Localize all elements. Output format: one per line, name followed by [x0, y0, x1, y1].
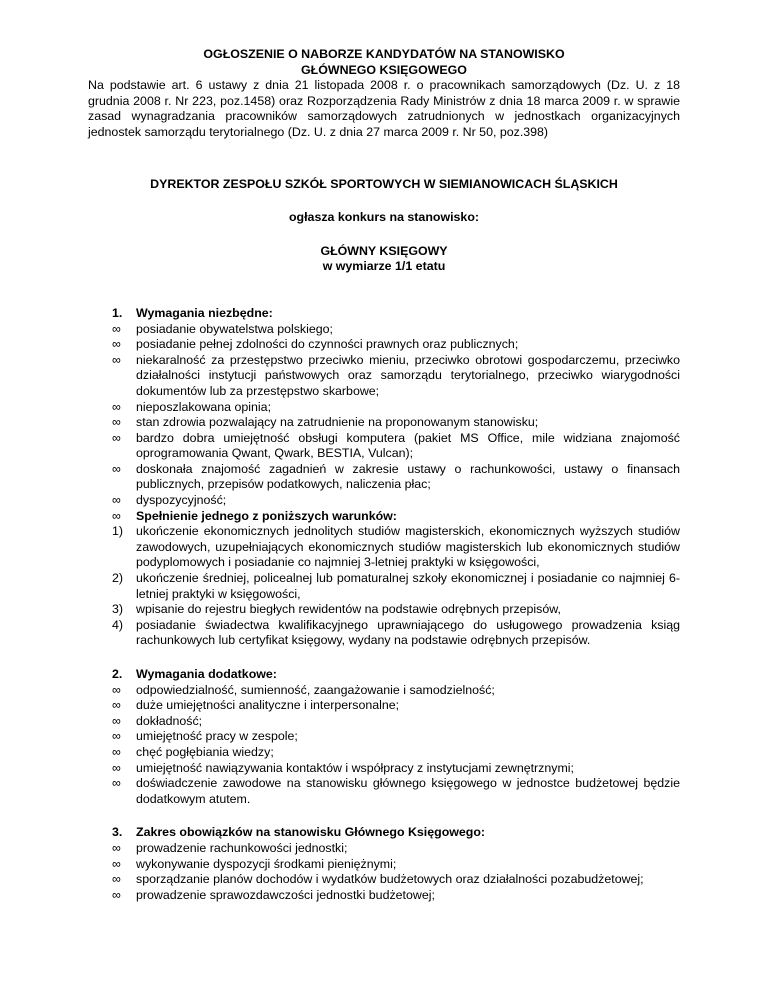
- list-item-text: nieposzlakowana opinia;: [136, 399, 272, 414]
- list-item: [88, 745, 680, 761]
- section-heading-row: [88, 306, 680, 322]
- list-item-text: doskonała znajomość zagadnień w zakresie ustawy o rachunkowości, ustawy o finansach publicznych, przepisów podatkowych, naliczenia płac;: [136, 461, 680, 492]
- bullet-infinity-icon: ∞: [112, 415, 121, 430]
- bullet-infinity-icon: ∞: [112, 430, 121, 445]
- announcement-line: ogłasza konkurs na stanowisko:: [288, 210, 480, 225]
- bullet-infinity-icon: ∞: [112, 776, 121, 791]
- position-scope: w wymiarze 1/1 etatu: [322, 259, 446, 274]
- section-heading-row: [88, 667, 680, 683]
- condition-number: 2): [112, 571, 124, 586]
- list-item: [88, 761, 680, 777]
- bullet-infinity-icon: ∞: [112, 856, 121, 871]
- title-line-1: OGŁOSZENIE O NABORZE KANDYDATÓW NA STANOWISKO: [203, 47, 565, 61]
- list-item: [88, 872, 680, 888]
- list-item: [88, 431, 680, 462]
- bullet-infinity-icon: ∞: [112, 682, 121, 697]
- section-duties: [88, 825, 680, 903]
- section-heading-row: [88, 825, 680, 841]
- list-item: [88, 776, 680, 807]
- list-item: [88, 857, 680, 873]
- condition-number: 3): [112, 602, 124, 617]
- section-number: 3.: [112, 825, 123, 840]
- list-item: [88, 415, 680, 431]
- section-additional-requirements: [88, 667, 680, 807]
- list-item: [88, 841, 680, 857]
- condition-text: posiadanie świadectwa kwalifikacyjnego uprawniającego do usługowego prowadzenia ksiąg rachunkowych lub certyfikat księgowy, wydany na podstawie odrębnych przepisów.: [136, 617, 680, 648]
- bullet-infinity-icon: ∞: [112, 399, 121, 414]
- list-item: [88, 353, 680, 400]
- list-item-text: dyspozycyjność;: [136, 493, 227, 508]
- bullet-infinity-icon: ∞: [112, 508, 121, 523]
- list-item-text: umiejętność nawiązywania kontaktów i współpracy z instytucjami zewnętrznymi;: [136, 760, 574, 775]
- bullet-infinity-icon: ∞: [112, 321, 121, 336]
- bullet-infinity-icon: ∞: [112, 713, 121, 728]
- list-item-text: niekaralność za przestępstwo przeciwko mieniu, przeciwko obrotowi gospodarczemu, przeciwko działalności instytucji państwowych oraz samorządu terytorialnego, przeciwko wiarygodności dokumentów lub za przestępstwo skarbowe;: [136, 352, 680, 398]
- bullet-infinity-icon: ∞: [112, 337, 121, 352]
- list-item-text: sporządzanie planów dochodów i wydatków budżetowych oraz działalności pozabudżetowej;: [136, 872, 644, 887]
- section-heading: Wymagania dodatkowe:: [136, 667, 277, 681]
- list-item-text: prowadzenie rachunkowości jednostki;: [136, 840, 348, 855]
- title-line-2: GŁÓWNEGO KSIĘGOWEGO: [301, 62, 467, 77]
- condition-number: 4): [112, 617, 124, 632]
- legal-basis-paragraph: Na podstawie art. 6 ustawy z dnia 21 listopada 2008 r. o pracownikach samorządowych (Dz. U. z 18 grudnia 2008 r. Nr 223, poz.1458) oraz Rozporządzenia Rady Ministrów z dnia 18 marca 2009 r. w sprawie zasad wynagradzania pracowników samorządowych zatrudnionych w jednostkach organizacyjnych jednostek samorządu terytorialnego (Dz. U. z dnia 27 marca 2009 r. Nr 50, poz.398): [88, 78, 680, 139]
- bullet-infinity-icon: ∞: [112, 887, 121, 902]
- bullet-infinity-icon: ∞: [112, 872, 121, 887]
- list-item: [88, 714, 680, 730]
- list-item-text: bardzo dobra umiejętność obsługi komputera (pakiet MS Office, mile widziana znajomość oprogramowania Qwant, Qwark, BESTIA, Vulcan);: [136, 430, 680, 461]
- list-item: [88, 322, 680, 338]
- bullet-infinity-icon: ∞: [112, 352, 121, 367]
- list-item: [88, 729, 680, 745]
- section-number: 1.: [112, 305, 123, 320]
- list-item-text: chęć pogłębiania wiedzy;: [136, 744, 274, 759]
- condition-item: [88, 602, 680, 618]
- bullet-infinity-icon: ∞: [112, 493, 121, 508]
- director-heading: DYREKTOR ZESPOŁU SZKÓŁ SPORTOWYCH W SIEMIANOWICACH ŚLĄSKICH: [150, 176, 618, 191]
- bullet-infinity-icon: ∞: [112, 744, 121, 759]
- condition-text: wpisanie do rejestru biegłych rewidentów na podstawie odrębnych przepisów,: [136, 602, 561, 617]
- list-item-text: doświadczenie zawodowe na stanowisku głównego księgowego w jednostce budżetowej będzie dodatkowym atutem.: [136, 776, 680, 806]
- condition-text: ukończenie średniej, policealnej lub pomaturalnej szkoły ekonomicznej i posiadanie co najmniej 6-letniej praktyki w księgowości,: [136, 571, 680, 601]
- condition-number: 1): [112, 524, 124, 539]
- section-number: 2.: [112, 667, 123, 681]
- list-item: [88, 493, 680, 509]
- list-item: [88, 698, 680, 714]
- condition-heading: Spełnienie jednego z poniższych warunków:: [136, 508, 397, 523]
- section-heading: Wymagania niezbędne:: [136, 305, 273, 320]
- condition-item: [88, 571, 680, 602]
- list-item-text: duże umiejętności analityczne i interpersonalne;: [136, 698, 400, 713]
- list-item: [88, 462, 680, 493]
- list-item-text: posiadanie pełnej zdolności do czynności prawnych oraz publicznych;: [136, 337, 519, 352]
- list-item: [88, 400, 680, 416]
- list-item-text: umiejętność pracy w zespole;: [136, 729, 298, 744]
- condition-item: [88, 618, 680, 649]
- bullet-infinity-icon: ∞: [112, 461, 121, 476]
- condition-text: ukończenie ekonomicznych jednolitych studiów magisterskich, ekonomicznych wyższych studiów zawodowych, uzupełniających ekonomicznych studiów magisterskich lub ekonomicznych studiów podyplomowych i posiadanie co najmniej 3-letniej praktyki w księgowości,: [136, 524, 680, 570]
- list-item-text: odpowiedzialność, sumienność, zaangażowanie i samodzielność;: [136, 682, 495, 697]
- list-item-text: prowadzenie sprawozdawczości jednostki budżetowej;: [136, 887, 435, 902]
- list-item-text: posiadanie obywatelstwa polskiego;: [136, 321, 333, 336]
- list-item: [88, 683, 680, 699]
- bullet-infinity-icon: ∞: [112, 729, 121, 744]
- list-item: [88, 509, 680, 525]
- bullet-infinity-icon: ∞: [112, 840, 121, 855]
- condition-item: [88, 524, 680, 571]
- section-heading: Zakres obowiązków na stanowisku Głównego Księgowego:: [136, 825, 486, 840]
- list-item-text: stan zdrowia pozwalający na zatrudnienie na proponowanym stanowisku;: [136, 415, 539, 430]
- list-item: [88, 888, 680, 904]
- bullet-infinity-icon: ∞: [112, 698, 121, 713]
- section-essential-requirements: [88, 306, 680, 649]
- bullet-infinity-icon: ∞: [112, 760, 121, 775]
- position-name: GŁÓWNY KSIĘGOWY: [320, 243, 448, 258]
- list-item: [88, 337, 680, 353]
- list-item-text: dokładność;: [136, 713, 203, 728]
- list-item-text: wykonywanie dyspozycji środkami pieniężnymi;: [136, 856, 397, 871]
